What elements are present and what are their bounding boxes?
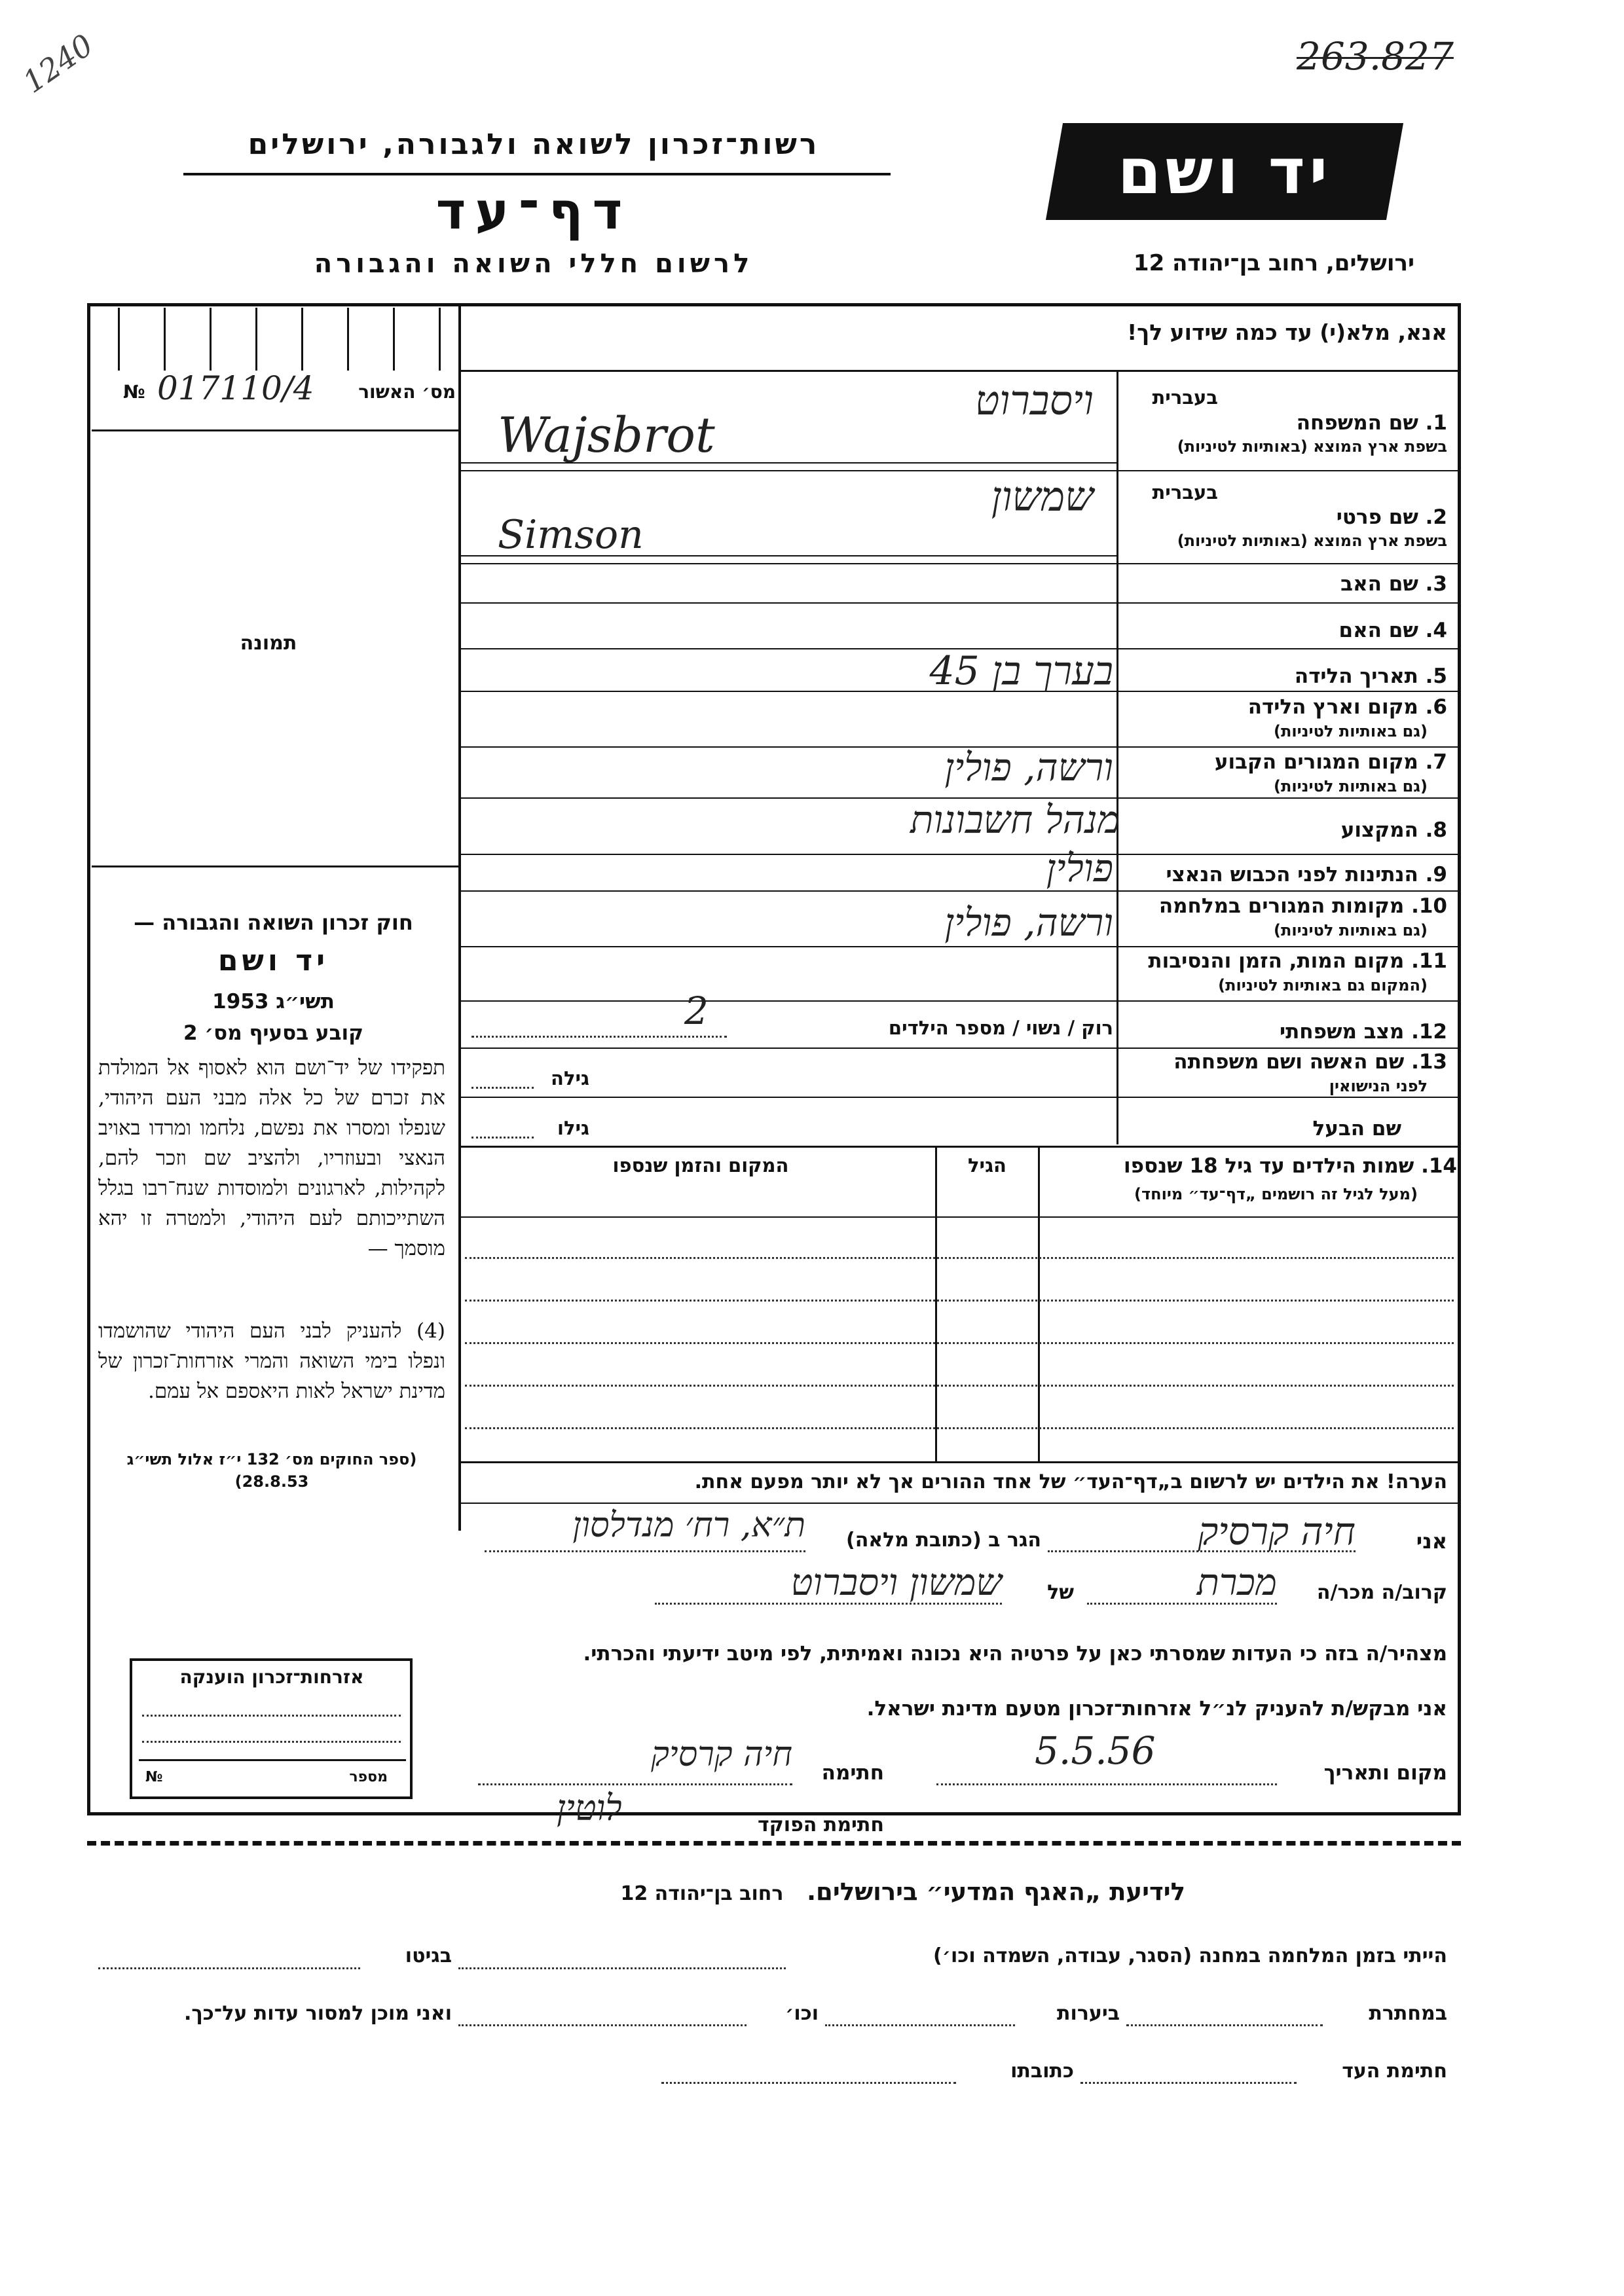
children-header: 14. שמות הילדים עד גיל 18 שנספו [1124,1154,1457,1178]
field-2-label: 2. שם פרטי [1336,505,1447,529]
approval-ticks [92,308,458,371]
bottom-line3-b: כתובתו [1010,2060,1074,2083]
field-6-label: 6. מקום וארץ הלידה [1247,695,1447,719]
in-hebrew-label-2: בעברית [1152,481,1218,503]
relation: מכרת [1196,1561,1277,1604]
declarant-name: חיה קרסיק [1198,1509,1356,1554]
note: הערה! את הילדים יש לרשום ב„דף־העד״ של אחד ההורים אך לא יותר מפעם אחת. [694,1470,1447,1493]
field-9-label: 9. הנתינות לפני הכבוש הנאצי [1166,863,1447,886]
children-sub: (מעל לגיל זה רושמים „דף־עד״ מיוחד) [1134,1185,1418,1203]
approval-label: מס׳ האשור [358,381,456,403]
husband-label: שם הבעל [1312,1117,1401,1140]
logo-text: יד ושם [1117,135,1332,208]
field-8-label: 8. המקצוע [1340,818,1447,842]
law-text: תפקידו של יד־ושם הוא לאסוף אל המולדת את זכרם של כל אלה מבני העם היהודי, שנפלו ומסרו את נפשם, נלחמו ומרדו באויב הנאצי ובעוזריו, ולהציב שם וזכר להם, לקהילות, לארגונים ולמוסדות שנח־רבו בגלל השתייכותם לעם היהודי, ולמטרה זו יהא מוסמך — [98,1056,445,1260]
citizenship-number-label: מספר [349,1769,388,1785]
corner-mark: 1240 [16,27,100,100]
bottom-line2-d: ואני מוכן למסור עדות על־כך. [184,2002,452,2025]
citizenship-box [130,1658,413,1799]
law-clause: (4) להעניק לבני העם היהודי שהושמדו ונפלו בימי השואה והמרי אזרחות־זכרון של מדינת ישראל לאות היאספם אל עמם. [98,1319,445,1403]
field-3-label: 3. שם האב [1340,572,1447,596]
bottom-line2-a: במחתרת [1369,2002,1447,2025]
profession: מנהל חשבונות [910,797,1120,842]
field-7-label: 7. מקום המגורים הקבוע [1214,750,1447,774]
age-label-2: גילו [557,1117,589,1139]
place-date-label: מקום ותאריך [1323,1761,1447,1785]
field-4-label: 4. שם האם [1338,619,1447,642]
family-name-latin: Wajsbrot [498,407,715,464]
field-5-label: 5. תאריך הלידה [1294,665,1447,688]
field-1-label: 1. שם המשפחה [1296,411,1447,435]
of-label: של [1047,1581,1074,1604]
field-10-sub: (גם באותיות לטיניות) [1274,921,1428,939]
wartime-residence: ורשה, פולין [944,900,1113,945]
officer-label: חתימת הפוקד [758,1813,884,1836]
form-title: דף־עד [435,182,632,241]
yad-vashem-logo [1046,123,1403,220]
permanent-residence: ורשה, פולין [944,745,1113,790]
family-status-options: רוק / נשוי / מספר הילדים [888,1017,1113,1039]
photo-label: תמונה [240,632,297,655]
law-title: חוק זכרון השואה והגבורה — [134,910,413,935]
officer-signature: לוטין [557,1787,622,1829]
resides-label: הגר ב (כתובת מלאה) [845,1529,1041,1552]
declaration: מצהיר/ה בזה כי העדות שמסרתי כאן על פרטיה היא נכונה ואמיתית, לפי מיטב ידיעתי והכרתי. [583,1642,1447,1666]
field-7-sub: (גם באותיות לטיניות) [1274,777,1428,795]
children-age-col: הגיל [968,1154,1006,1176]
bottom-separator [87,1841,1461,1846]
bottom-line2-c: וכו׳ [785,2002,819,2025]
law-section: קובע בסעיף מס׳ 2 [183,1021,363,1045]
bottom-line3-a: חתימת העד [1342,2060,1447,2083]
archive-number: 263.827 [1297,34,1454,79]
field-1-sub: בשפת ארץ המוצא (באותיות לטיניות) [1177,437,1447,456]
law-source: (ספר החוקים מס׳ 132 י״ז אלול תשי״ג 28.8.53) [126,1450,417,1491]
approval-number: 017110/4 [157,369,314,407]
signature: חיה קרסיק [651,1735,792,1774]
relative-label: קרוב/ה מכר/ה [1316,1581,1447,1604]
field-13-sub: לפני הנישואין [1329,1077,1428,1095]
citizenship-number-prefix: № [145,1769,163,1785]
declarant-address: ת״א, רח׳ מנדלסון [572,1506,805,1545]
relation-of-whom: שמשון ויסברוט [790,1561,1002,1604]
in-hebrew-label-1: בעברית [1152,386,1218,409]
first-name-latin: Simson [498,512,644,558]
age-label-1: גילה [551,1067,589,1089]
citizenship-title: אזרחות־זכרון הוענקה [179,1666,364,1688]
field-2-sub: בשפת ארץ המוצא (באותיות לטיניות) [1177,532,1447,550]
prewar-circumstances: פולין [1046,846,1113,890]
header-address: ירושלים, רחוב בן־יהודה 12 [1133,250,1414,276]
law-logo: יד ושם [217,944,329,977]
signature-label: חתימה [821,1761,884,1785]
field-11-sub: (המקום גם באותיות לטיניות) [1218,976,1428,994]
field-13-label: 13. שם האשה ושם משפחתה [1173,1050,1447,1074]
form-subtitle: לרשום חללי השואה והגבורה [314,249,754,279]
i-label: אני [1416,1529,1447,1554]
children-place-col: המקום והזמן שנספו [612,1154,789,1176]
authority-name: רשות־זכרון לשואה ולגבורה, ירושלים [248,128,820,161]
instruction: אנא, מלא(י) עד כמה שידוע לך! [1127,319,1447,345]
field-12-label: 12. מצב משפחתי [1279,1020,1447,1044]
first-name-hebrew: שמשון [991,473,1094,520]
request: אני מבקש/ת להעניק לנ״ל אזרחות־זכרון מטעם מדינת ישראל. [866,1697,1447,1721]
field-6-sub: (גם באותיות לטיניות) [1274,722,1428,740]
approval-number-row [115,369,456,414]
children-count: 2 [684,989,709,1033]
birth-date: בערך בן 45 [929,648,1113,694]
family-name-hebrew: ויסברוט [974,376,1094,424]
bottom-line1-b: בגיטו [405,1944,452,1967]
approval-prefix: № [123,381,145,403]
bottom-line1-a: הייתי בזמן המלחמה במחנה (הסגר, עבודה, השמדה וכו׳) [933,1944,1447,1967]
date: 5.5.56 [1035,1728,1156,1773]
field-11-label: 11. מקום המות, הזמן והנסיבות [1148,949,1447,973]
law-year: תשי״ג 1953 [212,990,335,1013]
bottom-line2-b: ביערות [1057,2002,1120,2025]
bottom-title: לידיעת „האגף המדעי״ בירושלים. [807,1878,1185,1906]
bottom-address: רחוב בן־יהודה 12 [620,1882,784,1905]
field-10-label: 10. מקומות המגורים במלחמה [1158,894,1447,918]
bottom-title-row [458,1878,1185,1906]
